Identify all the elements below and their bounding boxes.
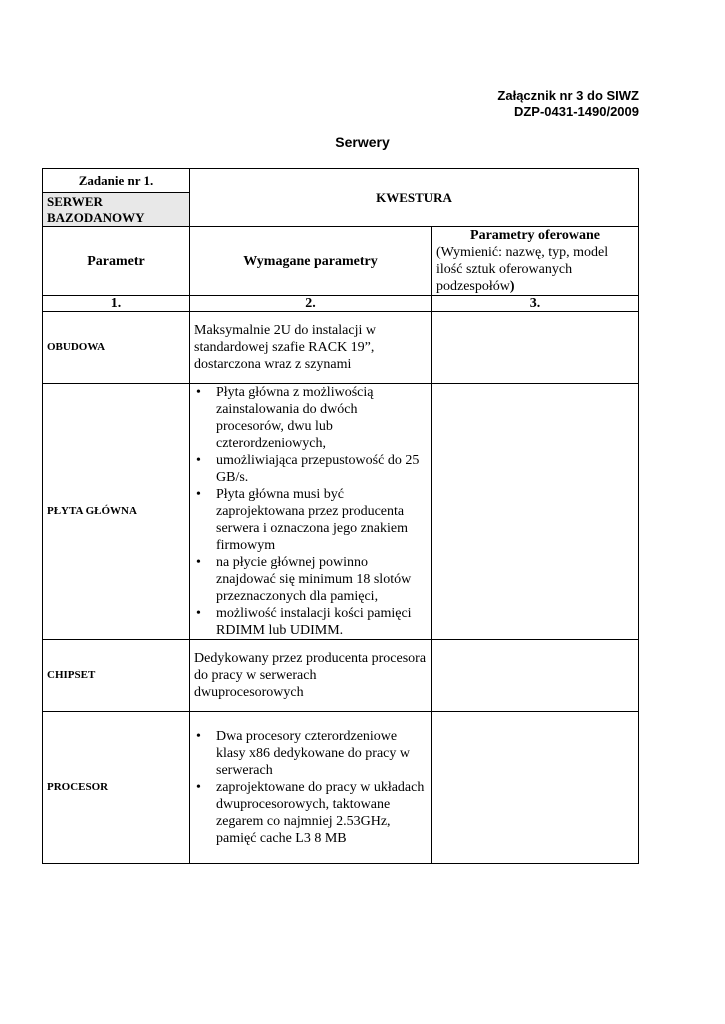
offered-cell [432,712,639,864]
attachment-number: Załącznik nr 3 do SIWZ [497,88,639,103]
table-row [43,712,639,864]
specification-table [42,168,639,864]
col-header-parameter: Parametr [43,227,190,296]
offered-instructions-text: (Wymienić: nazwę, typ, model ilość sztuk oferowanych podzespołów [436,245,609,294]
table-row [43,640,639,712]
requirement-obudowa: Maksymalnie 2U do instalacji w standardowej szafie RACK 19”, dostarczona wraz z szynami [190,312,432,384]
requirement-chipset: Dedykowany przez producenta procesora do pracy w serwerach dwuprocesorowych [190,640,432,712]
param-obudowa: OBUDOWA [43,312,190,384]
param-plyta-glowna: PŁYTA GŁÓWNA [43,384,190,640]
requirement-procesor [190,712,432,864]
list-item: • Płyta główna musi być zaprojektowana przez producenta serwera i oznaczona jego znakiem firmowym [216,486,427,554]
offered-cell [432,640,639,712]
col-header-required: Wymagane parametry [190,227,432,296]
list-item: • umożliwiająca przepustowość do 25 GB/s. [216,452,427,486]
table-row [43,312,639,384]
offered-instructions-close: ) [509,279,515,294]
table-row [43,384,639,640]
list-item: • zaprojektowane do pracy w układach dwuprocesorowych, taktowane zegarem co najmniej 2.53GHz, pamięć cache L3 8 MB [216,779,427,847]
list-item: • Płyta główna z możliwością zainstalowania do dwóch procesorów, dwu lub czterordzeniowych, [216,384,427,452]
col-number-3: 3. [432,296,639,312]
offered-instructions [436,244,634,295]
attachment-header [497,88,639,120]
col-number-1: 1. [43,296,190,312]
offered-title: Parametry oferowane [470,228,600,243]
list-item: • możliwość instalacji kości pamięci RDIMM lub UDIMM. [216,605,427,639]
list-item: • na płycie głównej powinno znajdować się minimum 18 slotów przeznaczonych dla pamięci, [216,554,427,605]
param-procesor: PROCESOR [43,712,190,864]
task-name: SERWER BAZODANOWY [43,193,190,227]
document-reference: DZP-0431-1490/2009 [513,104,639,119]
task-label: Zadanie nr 1. [43,169,190,193]
offered-cell [432,312,639,384]
param-chipset: CHIPSET [43,640,190,712]
requirement-plyta-glowna [190,384,432,640]
col-number-2: 2. [190,296,432,312]
page-title: Serwery [335,134,390,150]
col-header-offered [432,227,639,296]
offered-cell [432,384,639,640]
institution-name: KWESTURA [190,169,639,227]
list-item: • Dwa procesory czterordzeniowe klasy x86 dedykowane do pracy w serwerach [216,728,427,779]
